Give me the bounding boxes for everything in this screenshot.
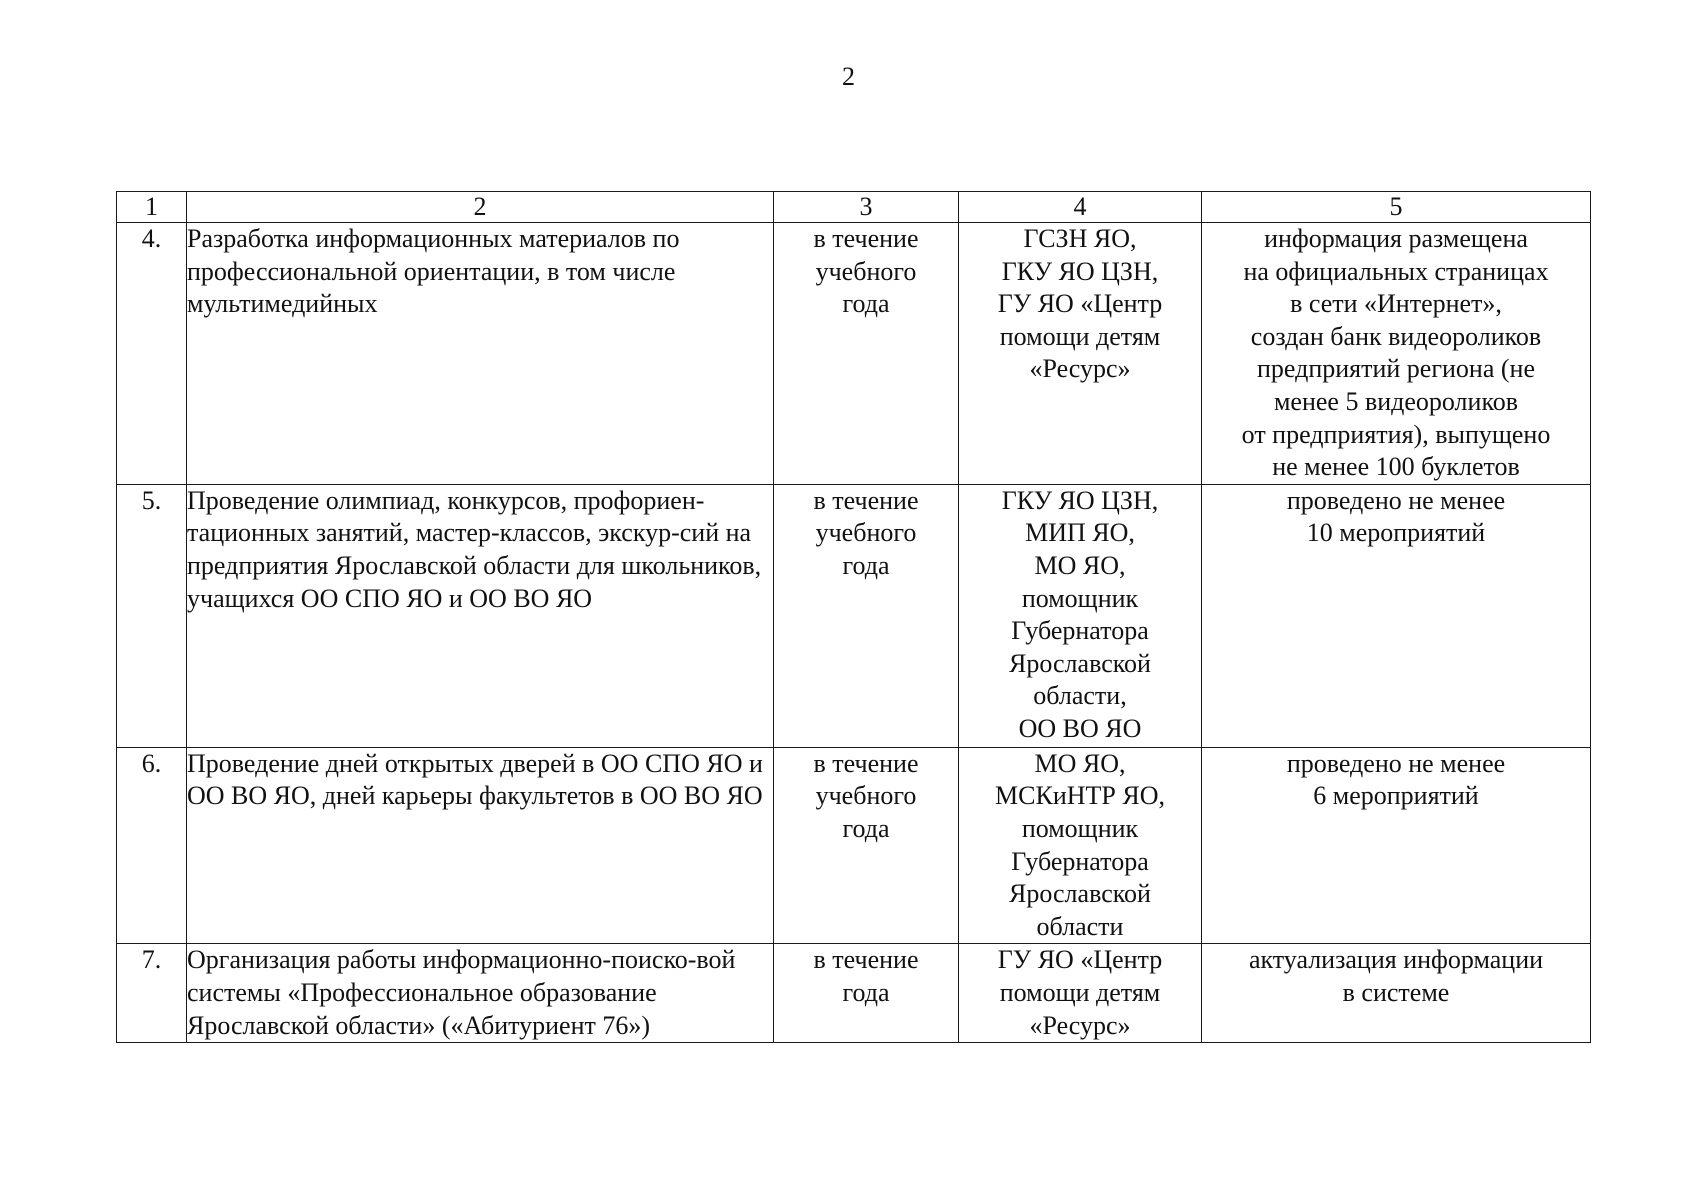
executor-line: области bbox=[1036, 911, 1124, 941]
executors-cell bbox=[959, 747, 1202, 944]
result-line: создан банк видеороликов bbox=[1250, 321, 1542, 351]
table-header-row bbox=[117, 192, 1591, 223]
row-number: 7. bbox=[117, 944, 187, 1043]
result-cell bbox=[1202, 944, 1591, 1043]
event-description: Проведение олимпиад, конкурсов, профориен-тационных занятий, мастер-классов, экскур-сий на предприятия Ярославской области для школьников, учащихся ОО СПО ЯО и ОО ВО ЯО bbox=[187, 484, 774, 747]
term-cell bbox=[774, 944, 959, 1043]
executor-line: ГУ ЯО «Центр bbox=[997, 289, 1163, 319]
events-table bbox=[116, 191, 1591, 1043]
executor-line: ОО ВО ЯО bbox=[1018, 713, 1142, 743]
term-line: года bbox=[842, 550, 890, 580]
term-line: учебного bbox=[815, 256, 917, 286]
executor-line: области, bbox=[1033, 681, 1127, 711]
column-header-3: 3 bbox=[774, 192, 959, 223]
executor-line: «Ресурс» bbox=[1029, 1010, 1131, 1040]
executor-line: МИП ЯО, bbox=[1025, 518, 1135, 548]
row-number: 4. bbox=[117, 223, 187, 485]
result-line: не менее 100 буклетов bbox=[1272, 452, 1520, 482]
executors-cell bbox=[959, 484, 1202, 747]
result-line: в системе bbox=[1342, 977, 1450, 1007]
column-header-1: 1 bbox=[117, 192, 187, 223]
result-line: проведено не менее bbox=[1286, 748, 1506, 778]
term-cell bbox=[774, 484, 959, 747]
term-cell bbox=[774, 747, 959, 944]
column-header-5: 5 bbox=[1202, 192, 1591, 223]
result-line: менее 5 видеороликов bbox=[1273, 386, 1519, 416]
executor-line: ГУ ЯО «Центр bbox=[997, 945, 1163, 975]
executor-line: Губернатора bbox=[1011, 616, 1149, 646]
column-header-2: 2 bbox=[187, 192, 774, 223]
result-line: в сети «Интернет», bbox=[1290, 289, 1502, 319]
result-line: проведено не менее bbox=[1286, 485, 1506, 515]
executor-line: МО ЯО, bbox=[1034, 748, 1126, 778]
term-line: в течение bbox=[813, 945, 919, 975]
table-row bbox=[117, 223, 1591, 485]
term-cell bbox=[774, 223, 959, 485]
table-row bbox=[117, 747, 1591, 944]
executors-cell bbox=[959, 944, 1202, 1043]
result-line: на официальных страницах bbox=[1243, 256, 1549, 286]
executor-line: Ярославской bbox=[1009, 879, 1151, 909]
result-line: 10 мероприятий bbox=[1306, 518, 1486, 548]
row-number: 6. bbox=[117, 747, 187, 944]
event-description: Проведение дней открытых дверей в ОО СПО ЯО и ОО ВО ЯО, дней карьеры факультетов в ОО ВО ЯО bbox=[187, 747, 774, 944]
result-line: информация размещена bbox=[1264, 224, 1528, 253]
executor-line: «Ресурс» bbox=[1029, 354, 1131, 384]
event-description: Организация работы информационно-поиско-вой системы «Профессиональное образование Ярославской области» («Абитуриент 76») bbox=[187, 944, 774, 1043]
term-line: в течение bbox=[813, 224, 919, 253]
term-line: в течение bbox=[813, 485, 919, 515]
result-cell bbox=[1202, 223, 1591, 485]
executor-line: МО ЯО, bbox=[1034, 550, 1126, 580]
executors-cell bbox=[959, 223, 1202, 485]
term-line: в течение bbox=[813, 748, 919, 778]
executor-line: помощник bbox=[1021, 813, 1139, 843]
column-header-4: 4 bbox=[959, 192, 1202, 223]
row-number: 5. bbox=[117, 484, 187, 747]
result-line: предприятий региона (не bbox=[1256, 354, 1535, 384]
result-cell bbox=[1202, 484, 1591, 747]
table-row bbox=[117, 484, 1591, 747]
result-line: от предприятия), выпущено bbox=[1241, 419, 1551, 449]
executor-line: МСКиНТР ЯО, bbox=[995, 781, 1165, 811]
result-cell bbox=[1202, 747, 1591, 944]
result-line: актуализация информации bbox=[1248, 945, 1544, 975]
result-line: 6 мероприятий bbox=[1313, 781, 1479, 811]
page-number: 2 bbox=[842, 62, 855, 91]
table-row bbox=[117, 944, 1591, 1043]
term-line: учебного bbox=[815, 518, 917, 548]
executor-line: помощник bbox=[1021, 583, 1139, 613]
executor-line: помощи детям bbox=[999, 977, 1161, 1007]
term-line: года bbox=[842, 813, 890, 843]
term-line: года bbox=[842, 977, 890, 1007]
event-description: Разработка информационных материалов по профессиональной ориентации, в том числе мультимедийных bbox=[187, 223, 774, 485]
executor-line: Губернатора bbox=[1011, 846, 1149, 876]
executor-line: Ярославской bbox=[1009, 648, 1151, 678]
executor-line: ГКУ ЯО ЦЗН, bbox=[1001, 256, 1159, 286]
term-line: учебного bbox=[815, 781, 917, 811]
executor-line: ГСЗН ЯО, bbox=[1023, 224, 1137, 253]
term-line: года bbox=[842, 289, 890, 319]
executor-line: ГКУ ЯО ЦЗН, bbox=[1001, 485, 1159, 515]
executor-line: помощи детям bbox=[999, 321, 1161, 351]
